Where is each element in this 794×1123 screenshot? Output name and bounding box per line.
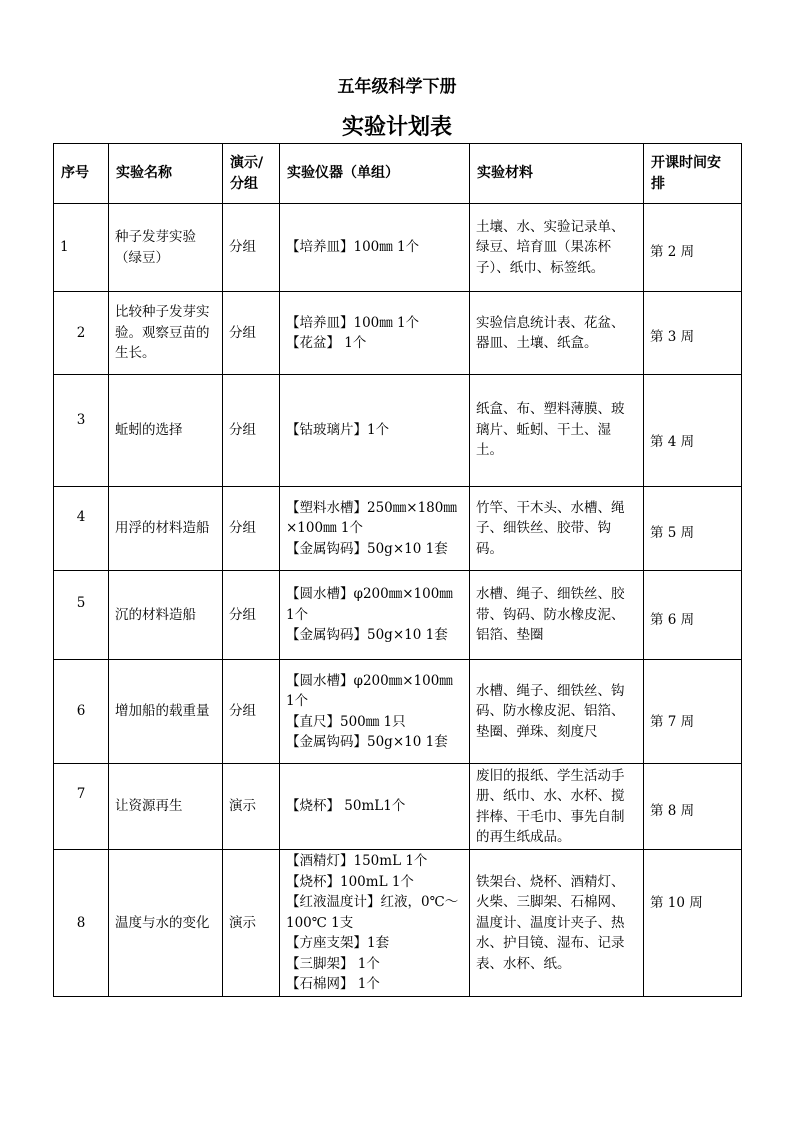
instrument-line: 【烧杯】100mL 1个 [286, 873, 414, 890]
instrument-line: 【圆水槽】φ200㎜×100㎜ 1个 [286, 586, 453, 623]
cell-materials: 水槽、绳子、细铁丝、钩码、防水橡皮泥、铝箔、垫圈、弹珠、刻度尺 [470, 660, 644, 764]
table-row [54, 764, 742, 850]
cell-no: 2 [54, 292, 109, 375]
instrument-line: 【培养皿】100㎜ 1个 [286, 239, 420, 256]
cell-instruments [280, 487, 470, 571]
cell-name: 沉的材料造船 [109, 571, 223, 660]
table-row [54, 292, 742, 375]
header-time: 开课时间安排 [644, 144, 742, 204]
cell-no: 5 [54, 571, 109, 660]
cell-no: 1 [54, 204, 109, 292]
cell-no: 7 [54, 764, 109, 850]
header-name: 实验名称 [109, 144, 223, 204]
cell-week: 第 8 周 [644, 764, 742, 850]
cell-week: 第 7 周 [644, 660, 742, 764]
instrument-line: 【方座支架】1套 [286, 935, 390, 952]
cell-mode: 分组 [223, 571, 280, 660]
cell-name: 温度与水的变化 [109, 850, 223, 997]
cell-instruments [280, 660, 470, 764]
experiment-plan-table [53, 143, 742, 997]
cell-mode: 分组 [223, 375, 280, 487]
instrument-line: 【烧杯】 50mL1个 [286, 798, 406, 815]
document-title: 五年级科学下册 [337, 77, 457, 97]
instrument-line: 【红液温度计】红液，0℃～100℃ 1支 [286, 894, 459, 931]
cell-mode: 分组 [223, 660, 280, 764]
instrument-line: 【金属钩码】50g×10 1套 [286, 627, 448, 644]
instrument-line: 【培养皿】100㎜ 1个 [286, 314, 420, 331]
cell-name: 蚯蚓的选择 [109, 375, 223, 487]
table-row [54, 487, 742, 571]
table-row [54, 850, 742, 997]
header-materials: 实验材料 [470, 144, 644, 204]
cell-instruments [280, 850, 470, 997]
cell-no: 6 [54, 660, 109, 764]
table-row [54, 571, 742, 660]
cell-mode: 演示 [223, 764, 280, 850]
instrument-line: 【石棉网】 1个 [286, 976, 380, 993]
cell-no: 8 [54, 850, 109, 997]
cell-week: 第 10 周 [644, 850, 742, 997]
cell-mode: 分组 [223, 292, 280, 375]
cell-no: 4 [54, 487, 109, 571]
cell-materials: 铁架台、烧杯、酒精灯、火柴、三脚架、石棉网、温度计、温度计夹子、热水、护目镜、湿布、记录表、水杯、纸。 [470, 850, 644, 997]
cell-materials: 实验信息统计表、花盆、器皿、土壤、纸盒。 [470, 292, 644, 375]
cell-materials: 纸盒、布、塑料薄膜、玻璃片、蚯蚓、干土、湿土。 [470, 375, 644, 487]
instrument-line: 【直尺】500㎜ 1只 [286, 713, 406, 730]
cell-name: 增加船的载重量 [109, 660, 223, 764]
instrument-line: 【金属钩码】50g×10 1套 [286, 734, 448, 750]
cell-instruments [280, 571, 470, 660]
cell-mode: 分组 [223, 487, 280, 571]
cell-week: 第 5 周 [644, 487, 742, 571]
cell-instruments [280, 375, 470, 487]
table-row [54, 204, 742, 292]
cell-no: 3 [54, 375, 109, 487]
cell-materials: 土壤、水、实验记录单、绿豆、培育皿（果冻杯子）、纸巾、标签纸。 [470, 204, 644, 292]
cell-name: 用浮的材料造船 [109, 487, 223, 571]
cell-name: 让资源再生 [109, 764, 223, 850]
table-row [54, 660, 742, 764]
cell-week: 第 3 周 [644, 292, 742, 375]
header-no: 序号 [54, 144, 109, 204]
table-header-row [54, 144, 742, 204]
cell-materials: 废旧的报纸、学生活动手册、纸巾、水、水杯、搅拌棒、干毛巾、事先自制的再生纸成品。 [470, 764, 644, 850]
cell-name: 种子发芽实验（绿豆） [109, 204, 223, 292]
instrument-line: 【酒精灯】150mL 1个 [286, 853, 428, 870]
cell-instruments [280, 764, 470, 850]
cell-mode: 演示 [223, 850, 280, 997]
cell-mode: 分组 [223, 204, 280, 292]
header-mode: 演示/分组 [223, 144, 280, 204]
document-subtitle: 实验计划表 [341, 115, 452, 140]
cell-week: 第 2 周 [644, 204, 742, 292]
instrument-line: 【钴玻璃片】1个 [286, 422, 390, 439]
cell-week: 第 4 周 [644, 375, 742, 487]
table-row [54, 375, 742, 487]
cell-instruments [280, 204, 470, 292]
cell-materials: 竹竿、干木头、水槽、绳子、细铁丝、胶带、钩码。 [470, 487, 644, 571]
instrument-line: 【塑料水槽】250㎜×180㎜×100㎜ 1个 [286, 499, 457, 537]
instrument-line: 【金属钩码】50g×10 1套 [286, 540, 448, 557]
cell-week: 第 6 周 [644, 571, 742, 660]
instrument-line: 【圆水槽】φ200㎜×100㎜ 1个 [286, 672, 453, 709]
header-instruments: 实验仪器（单组） [280, 144, 470, 204]
instrument-line: 【花盆】 1个 [286, 335, 367, 351]
instrument-line: 【三脚架】 1个 [286, 955, 380, 972]
cell-name: 比较种子发芽实验。观察豆苗的生长。 [109, 292, 223, 375]
cell-materials: 水槽、绳子、细铁丝、胶带、钩码、防水橡皮泥、铝箔、垫圈 [470, 571, 644, 660]
cell-instruments [280, 292, 470, 375]
